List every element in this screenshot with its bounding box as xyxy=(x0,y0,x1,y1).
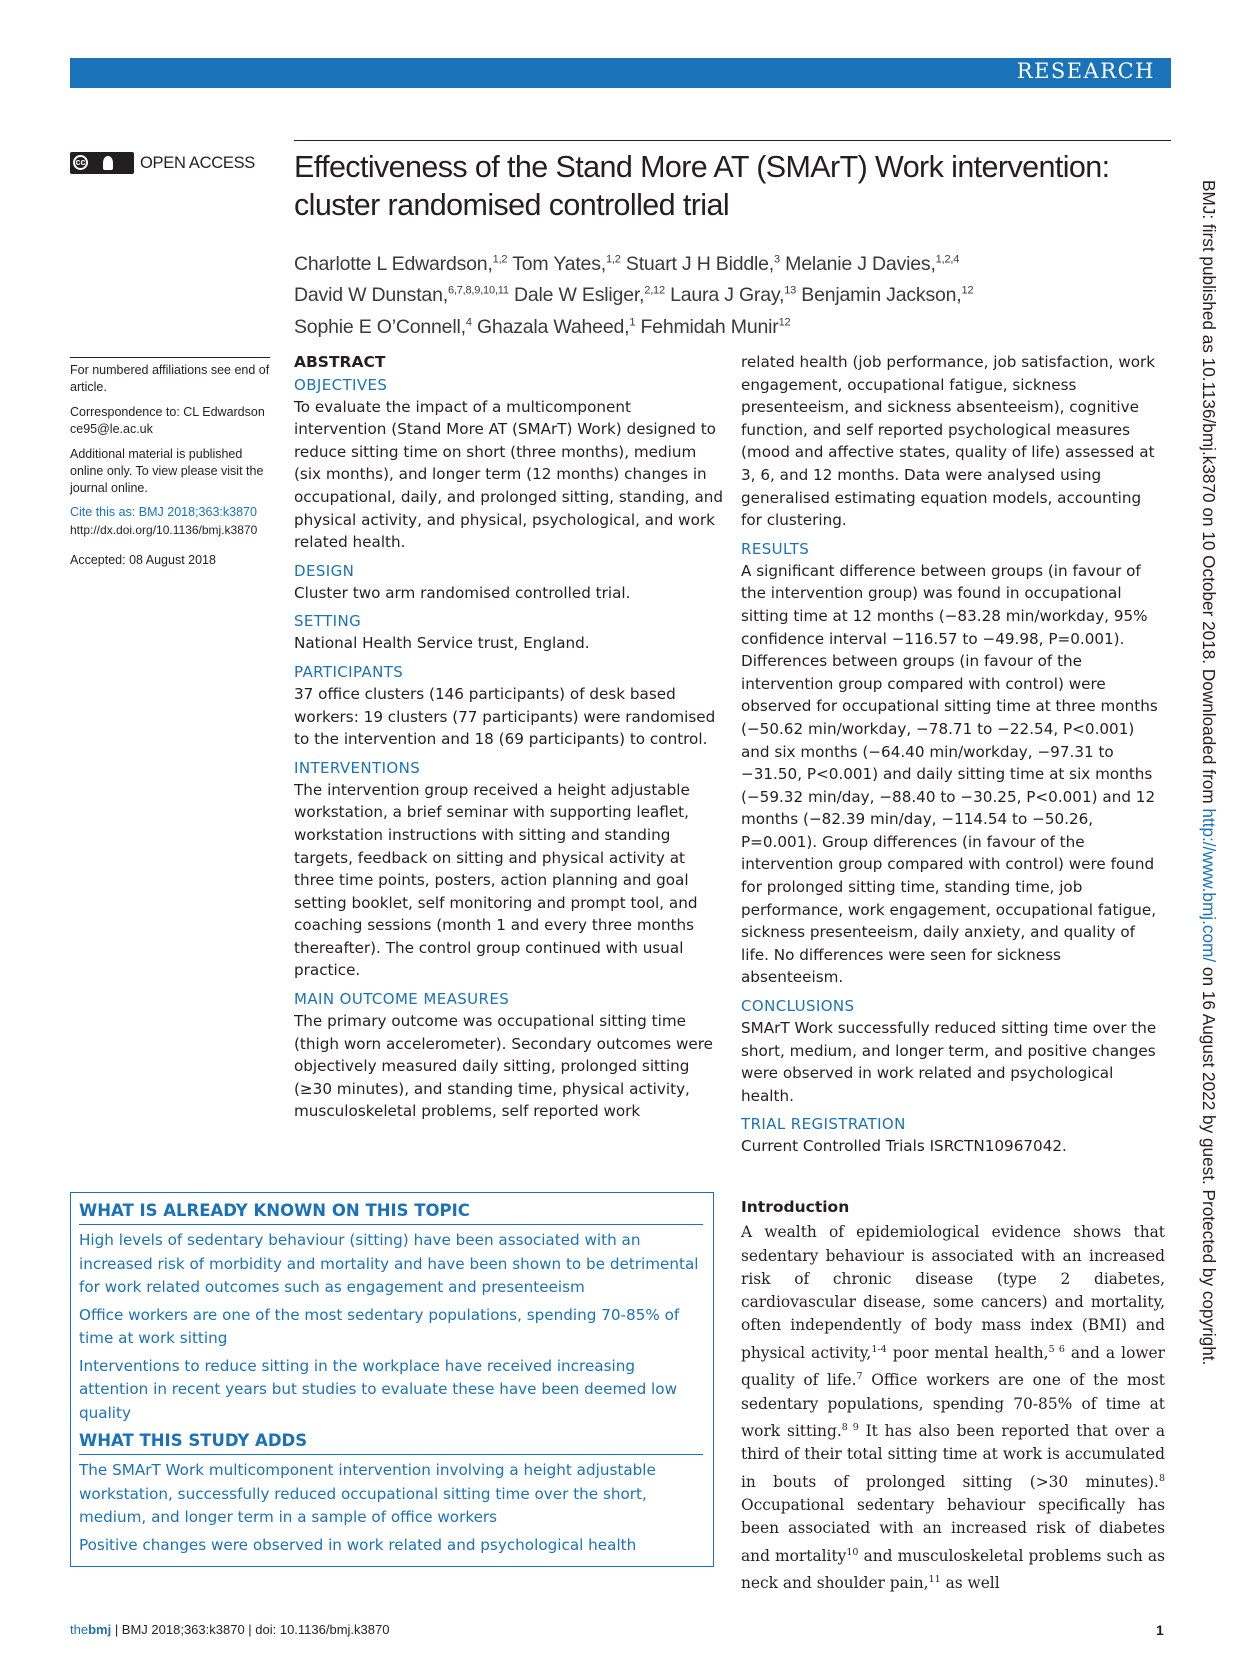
introduction-heading: Introduction xyxy=(741,1198,850,1216)
journal-logo-the: the xyxy=(70,1622,89,1637)
known-item: Interventions to reduce sitting in the workplace have received increasing attention in recent years but studies to evaluate these have been deemed low quality xyxy=(79,1356,677,1422)
open-access-badge xyxy=(70,152,255,174)
author: Benjamin Jackson,$^{12}$ xyxy=(796,284,974,306)
journal-logo-bmj: bmj xyxy=(88,1622,112,1637)
participants-heading: PARTICIPANTS xyxy=(294,662,404,681)
footer-citation: | BMJ 2018;363:k3870 | doi: 10.1136/bmj.k3870 xyxy=(111,1622,390,1637)
introduction-section xyxy=(741,1196,1165,1596)
objectives-heading: OBJECTIVES xyxy=(294,375,388,394)
introduction-text: A wealth of epidemiological evidence shows that sedentary behaviour is associated with an increased risk of chronic disease (type 2 diabetes, cardiovascular disease, some cancers) and mortality, often independently of body mass index (BMI) and physical activity,$^{1-4}$ poor mental health,$^{5 6}$ and a lower quality of life.$^7$ Office workers are one of the most sedentary populations, spending 70-85% of time at work sitting.$^{8 9}$ It has also been reported that over a third of their total sitting time at work is accumulated in bouts of prolonged sitting (>30 minutes).$^8$ Occupational sedentary behaviour specifically has been associated with an increased risk of diabetes and mortality$^{10}$ and musculoskeletal problems such as neck and shoulder pain,$^{11}$ as well xyxy=(741,1223,1165,1593)
reference[interactable]: 7 xyxy=(856,1371,863,1383)
section-banner xyxy=(70,58,1171,88)
adds-item: Positive changes were observed in work related and psychological health xyxy=(79,1535,637,1554)
reference[interactable]: 11 xyxy=(928,1574,941,1586)
conclusions-text: SMArT Work successfully reduced sitting time over the short, medium, and longer term, and positive changes were observed in work related and psychological health. xyxy=(741,1019,1157,1105)
cite-label: Cite this as: xyxy=(70,505,136,519)
article-title xyxy=(294,148,1174,224)
abstract-right-column xyxy=(741,351,1161,1158)
adds-heading: WHAT THIS STUDY ADDS xyxy=(79,1429,703,1455)
author: Ghazala Waheed,$^1$ xyxy=(471,315,636,338)
cite-reference: BMJ 2018;363:k3870 xyxy=(138,505,257,519)
outcomes-text-continued: related health (job performance, job satisfaction, work engagement, occupational fatigue, sickness presenteeism, and sickness absenteeism), cognitive function, and self reported psychological measures (mood and affective states, quality of life) assessed at 3, 6, and 12 months. Data were analysed using generalised estimating equation models, accounting for clustering. xyxy=(741,353,1156,530)
page-footer xyxy=(70,1622,389,1637)
sidebar-divider xyxy=(70,357,270,358)
abstract-heading: ABSTRACT xyxy=(294,353,386,371)
conclusions-heading: CONCLUSIONS xyxy=(741,997,855,1016)
participants-text: 37 office clusters (146 participants) of desk based workers: 19 clusters (77 participants) were randomised to the intervention and 18 (69 participants) to control. xyxy=(294,684,716,749)
title-line-2: cluster randomised controlled trial xyxy=(294,188,730,222)
reference[interactable]: 10 xyxy=(846,1546,859,1558)
additional-material-note: Additional material is published online only. To view please visit the journal online. xyxy=(70,447,264,495)
title-line-1: Effectiveness of the Stand More AT (SMArT) Work intervention: xyxy=(294,150,1110,184)
adds-item: The SMArT Work multicomponent intervention involving a height adjustable workstation, successfully reduced occupational sitting time over the short, medium, and longer term in a sample of office workers xyxy=(79,1461,656,1526)
author: Dale W Esliger,$^{2,12}$ xyxy=(508,284,665,306)
copyright-margin-note: BMJ: first published as 10.1136/bmj.k3870 on 10 October 2018. Downloaded from http://www.bmj.com/ on 16 August 2022 by guest. Protected by copyright. xyxy=(1199,180,1219,1366)
reference[interactable]: 8 9 xyxy=(841,1421,859,1433)
reference[interactable]: 5 6 xyxy=(1048,1343,1065,1355)
known-item: High levels of sedentary behaviour (sitting) have been associated with an increased risk of morbidity and mortality and have been shown to be detrimental for work related outcomes such as engagement and presenteeism xyxy=(79,1231,699,1296)
bmj-website-link[interactable]: http://www.bmj.com/ xyxy=(1199,808,1219,963)
trial-registration-heading: TRIAL REGISTRATION xyxy=(741,1115,906,1134)
outcomes-heading: MAIN OUTCOME MEASURES xyxy=(294,990,510,1009)
setting-heading: SETTING xyxy=(294,612,362,631)
section-label: RESEARCH xyxy=(1016,59,1155,83)
author: Laura J Gray,$^{13}$ xyxy=(664,284,797,306)
author: Sophie E O’Connell,$^4$ xyxy=(294,315,472,338)
author: Charlotte L Edwardson,$^{1,2}$ xyxy=(294,252,508,275)
abstract-left-column xyxy=(294,351,724,1123)
author: Melanie J Davies,$^{1,2,4}$ xyxy=(779,252,960,275)
accepted-date: Accepted: 08 August 2018 xyxy=(70,553,216,567)
setting-text: National Health Service trust, England. xyxy=(294,634,590,653)
known-item: Office workers are one of the most sedentary populations, spending 70-85% of time at work sitting xyxy=(79,1305,680,1347)
known-heading: WHAT IS ALREADY KNOWN ON THIS TOPIC xyxy=(79,1199,703,1225)
creative-commons-icon: cc xyxy=(70,152,134,174)
correspondence-note: Correspondence to: CL Edwardson ce95@le.ac.uk xyxy=(70,405,265,436)
author: Stuart J H Biddle,$^3$ xyxy=(620,252,780,275)
reference[interactable]: 8 xyxy=(1158,1472,1165,1484)
doi-link[interactable]: http://dx.doi.org/10.1136/bmj.k3870 xyxy=(70,523,258,537)
design-heading: DESIGN xyxy=(294,561,355,580)
interventions-heading: INTERVENTIONS xyxy=(294,758,421,777)
page-number: 1 xyxy=(1156,1622,1164,1638)
trial-registration-text: Current Controlled Trials ISRCTN10967042. xyxy=(741,1137,1067,1156)
author: David W Dunstan,$^{6,7,8,9,10,11}$ xyxy=(294,284,509,306)
open-access-label: OPEN ACCESS xyxy=(140,153,255,172)
reference[interactable]: 1-4 xyxy=(871,1343,887,1355)
author: Tom Yates,$^{1,2}$ xyxy=(507,252,621,275)
interventions-text: The intervention group received a height adjustable workstation, a brief seminar with supporting leaflet, workstation instructions with sitting and standing targets, feedback on sitting and physical activity at three time points, posters, action planning and goal setting booklet, self monitoring and prompt tool, and coaching sessions (month 1 and every three months thereafter). The control group continued with usual practice. xyxy=(294,780,698,980)
objectives-text: To evaluate the impact of a multicomponent intervention (Stand More AT (SMArT) Work) designed to reduce sitting time on short (three months), medium (six months), and longer term (12 months) changes in occupational, daily, and prolonged sitting, standing, and physical activity, and physical, psychological, and work related health. xyxy=(294,397,724,552)
author-list xyxy=(294,246,1154,341)
design-text: Cluster two arm randomised controlled trial. xyxy=(294,583,631,602)
results-heading: RESULTS xyxy=(741,539,810,558)
affiliations-note: For numbered affiliations see end of article. xyxy=(70,363,270,394)
results-text: A significant difference between groups (in favour of the intervention group) was found in occupational sitting time at 12 months (−83.28 min/workday, 95% confidence interval −116.57 to −49.98, P=0.001). Differences between groups (in favour of the intervention group compared with control) were observed for occupational sitting time at three months (−50.62 min/workday, −78.71 to −22.54, P<0.001) and six months (−64.40 min/workday, −97.31 to −31.50, P<0.001) and daily sitting time at six months (−59.32 min/day, −88.40 to −30.25, P<0.001) and 12 months (−82.39 min/day, −114.54 to −50.26, P=0.001). Group differences (in favour of the intervention group compared with control) were found for prolonged sitting time, standing time, job performance, work engagement, occupational fatigue, sickness presenteeism, daily anxiety, and quality of life. No differences were seen for sickness absenteeism. xyxy=(741,561,1158,987)
cite-this-as xyxy=(70,504,275,521)
author: Fehmidah Munir$^{12}$ xyxy=(635,315,791,338)
title-divider xyxy=(294,140,1171,141)
outcomes-text: The primary outcome was occupational sitting time (thigh worn accelerometer). Secondary outcomes were objectively measured daily sitting, prolonged sitting (≥30 minutes), and standing time, physical activity, musculoskeletal problems, self reported work xyxy=(294,1012,714,1121)
summary-box xyxy=(70,1192,714,1567)
